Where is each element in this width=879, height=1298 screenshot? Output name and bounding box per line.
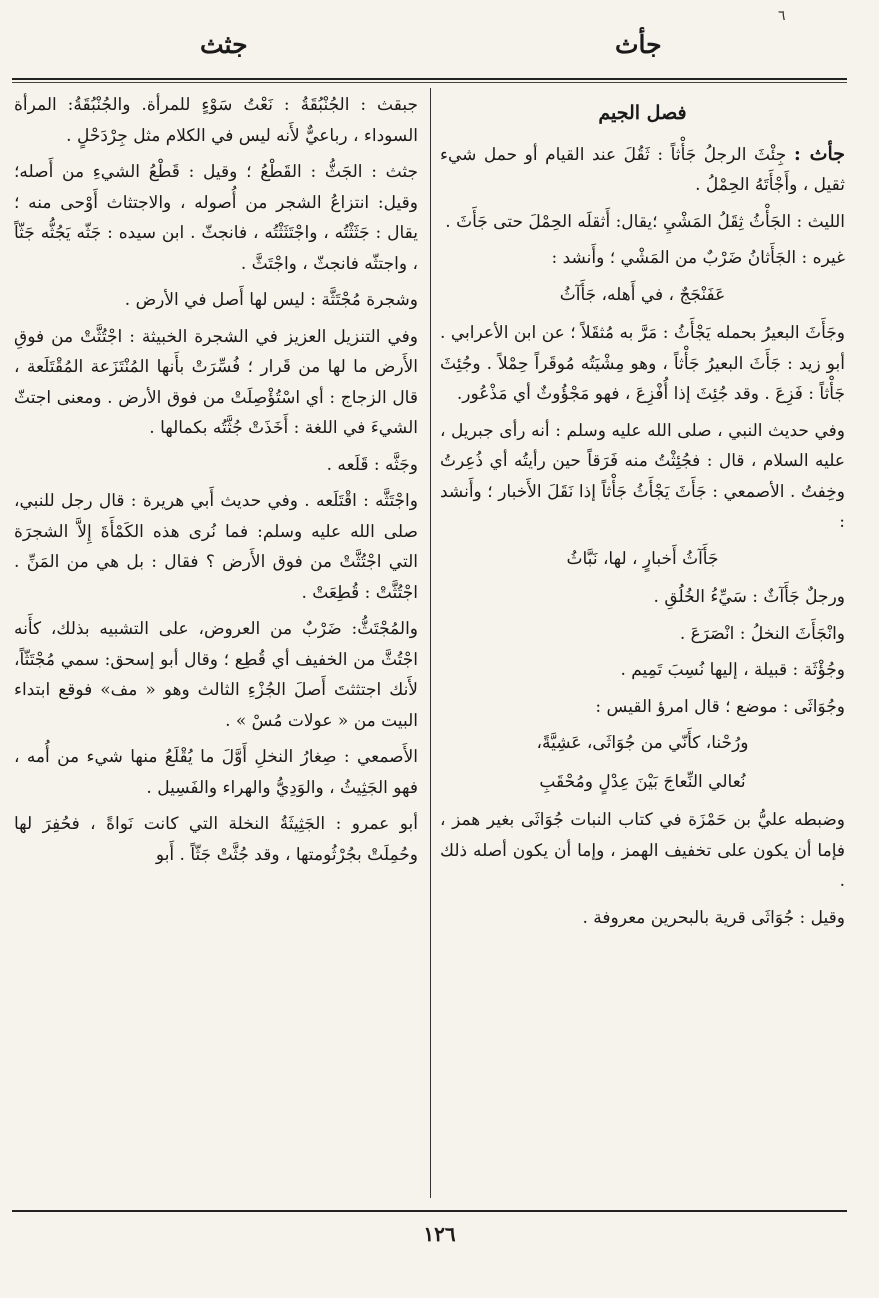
entry-paragraph: غيره : الجَأَثانُ ضَرْبٌ من المَشْي ؛ وأَنشد : <box>551 248 845 268</box>
header-rule <box>12 78 847 80</box>
entry-paragraph: وشجرة مُجْتَثَّة : ليس لها أَصل في الأرض . <box>124 290 418 310</box>
entry-paragraph: الأَصمعي : صِغارُ النخلِ أَوَّلَ ما يُقْلَعُ منها شيء من أُمه ، فهو الجَثِيثُ ، والوَدِيُّ والهراء والفَسِيل . <box>14 747 418 798</box>
page-number: ١٢٦ <box>423 1222 456 1246</box>
verse-line: ورُحْنا، كأَنّي من جُوَاثَى، عَشِيَّةً، <box>536 733 749 753</box>
left-column <box>14 90 418 1205</box>
header-rule-thin <box>12 82 847 83</box>
entry-paragraph: جثث : الجَثُّ : القَطْعُ ؛ وقيل : قَطْعُ الشيءِ من أَصله؛ وقيل: انتزاعُ الشجر من أُصوله ، والاجتثاث أَوْحى منه ؛ يقال : جَثَثْتُه ، واجْتَثَثْتُه ، فانجثّ . ابن سيده : جَثّه يَجُثُّه جَثّاً ، واجتثّه فانجثّ ، واجْتَثَّ . <box>14 162 418 274</box>
header-headword-left: جثث <box>200 30 248 59</box>
entry-paragraph: أبو عمرو : الجَثِيثَةُ النخلة التي كانت نَواةً ، فحُفِرَ لها وحُمِلَتْ بجُرْثُومتها ، وقد جُثَّتْ جَثّاً . أَبو <box>14 814 418 865</box>
right-column <box>440 90 845 1205</box>
entry-paragraph: وجَثَّه : قَلَعه . <box>326 454 418 475</box>
entry-paragraph: وضبطه عليُّ بن حَمْزَة في كتاب النبات جُوَاثَى بغير همز ، فإما أن يكون على تخفيف الهمز ، وإما أن يكون أصله ذلك . <box>440 810 845 891</box>
entry-paragraph: وجَأَثَ البعيرُ بحمله يَجْأَثُ : مَرَّ به مُثقَلاً ؛ عن ابن الأعرابي . أبو زيد : جَأَثَ البعيرُ جَأْثاً ، وهو مِشْيَتُه مُوقَراً حِمْلاً . وجُئِثَ جَأْثاً : فَزِعَ . وقد جُئِثَ إذا أُفْزِعَ ، فهو مَجْؤُوثٌ أي مَذْعُور. <box>440 323 845 404</box>
verse-line: عَفَنْجَجٌ ، في أَهله، جَأَآثُ <box>559 284 726 305</box>
entry-paragraph: واجْتَثَّه : اقْتَلَعه . وفي حديث أَبي هريرة : قال رجل للنبي، صلى الله عليه وسلم: فما نُرى هذه الكَمْأَةَ إِلاَّ الشجرَة التي اجْتُثَّتْ من فوق الأَرض ؟ فقال : بل هي من المَنِّ . اجْتُثَّتْ : قُطِعَتْ . <box>14 491 418 603</box>
page-header <box>0 0 879 80</box>
entry-paragraph: الليث : الجَأْثُ ثِقَلُ المَشْيِ ؛يقال: أَثقلَه الحِمْلَ حتى جَأَثَ . <box>445 211 845 232</box>
header-headword-right: جأث <box>615 30 662 59</box>
entry-paragraph: والمُجْتَثُّ: ضَرْبٌ من العروض، على التشبيه بذلك، كأَنه اجْتُثَّ من الخفيف أي قُطِع ؛ وقال أبو إسحق: سمي مُجْتَثّاً، لأَنك اجتثثتَ أَصلَ الجُزْءِ الثالث وهو « مف» فوقع ابتداء البيت من « عولات مُسْ » . <box>14 619 418 731</box>
entry-paragraph: جأث : جِئْثَ الرجلُ جَأْثاً : ثَقُلَ عند القيام أو حمل شيء ثقيل ، وأَجْأَتَهُ الحِمْلُ . <box>440 142 845 195</box>
corner-mark: ٦ <box>778 8 786 24</box>
entry-headword: جأث : <box>793 142 845 165</box>
entry-paragraph: وفي التنزيل العزيز في الشجرة الخبيثة : اجْتُثَّتْ من فوقِ الأَرض ما لها من قَرار ؛ فُسِّرَتْ بأَنها المُنْتَزَعة المُقْتَلَعة ، قال الزجاج : أي اسْتُؤْصِلَتْ من فوق الأرض . ومعنى اجتثّ الشيءَ في اللغة : أَخَذَتْ جُثَّتُه بكمالها . <box>14 326 418 438</box>
section-title: فصل الجيم <box>598 102 687 124</box>
entry-paragraph: جبقث : الجُنْبُقَةُ : نَعْتُ سَوْءٍ للمرأة. والجُنْبُقَةُ: المرأة السوداء ، رباعيٌّ لأَنه ليس في الكلام مثل جِرْدَحْلٍ . <box>14 95 418 146</box>
entry-paragraph: ورجلٌ جَأَآثٌ : سَيِّءُ الخُلُقِ . <box>653 587 845 607</box>
footer-rule <box>12 1210 847 1212</box>
entry-paragraph: وجُوَاثَى : موضع ؛ قال امرؤ القيس : <box>595 696 845 717</box>
entry-paragraph: وجُؤْثَة : قبيلة ، إليها نُسِبَ تَمِيم . <box>620 660 845 680</box>
entry-paragraph: وفي حديث النبي ، صلى الله عليه وسلم : أنه رأى جبريل ، عليه السلام ، قال : فجُئِثْتُ منه فَرَقاً حين رأيتُه أي ذُعِرتُ وخِفتُ . الأصمعي : جَأَثَ يَجْأَثُ جَأْثاً إذا نَقَلَ الأَخبار ؛ وأَنشد : <box>440 420 845 532</box>
entry-paragraph: وانْجَأَثَ النخلُ : انْصَرَعَ . <box>679 623 845 644</box>
column-divider <box>430 88 431 1198</box>
verse-line: نُعالي النِّعاجَ بَيْنَ عِدْلٍ ومُحْقَبِ <box>539 771 746 792</box>
entry-paragraph: وقيل : جُوَاثَى قرية بالبحرين معروفة . <box>582 907 845 928</box>
verse-line: جَأَآثُ أَخبارٍ ، لها، نَبَّاثُ <box>566 548 719 569</box>
